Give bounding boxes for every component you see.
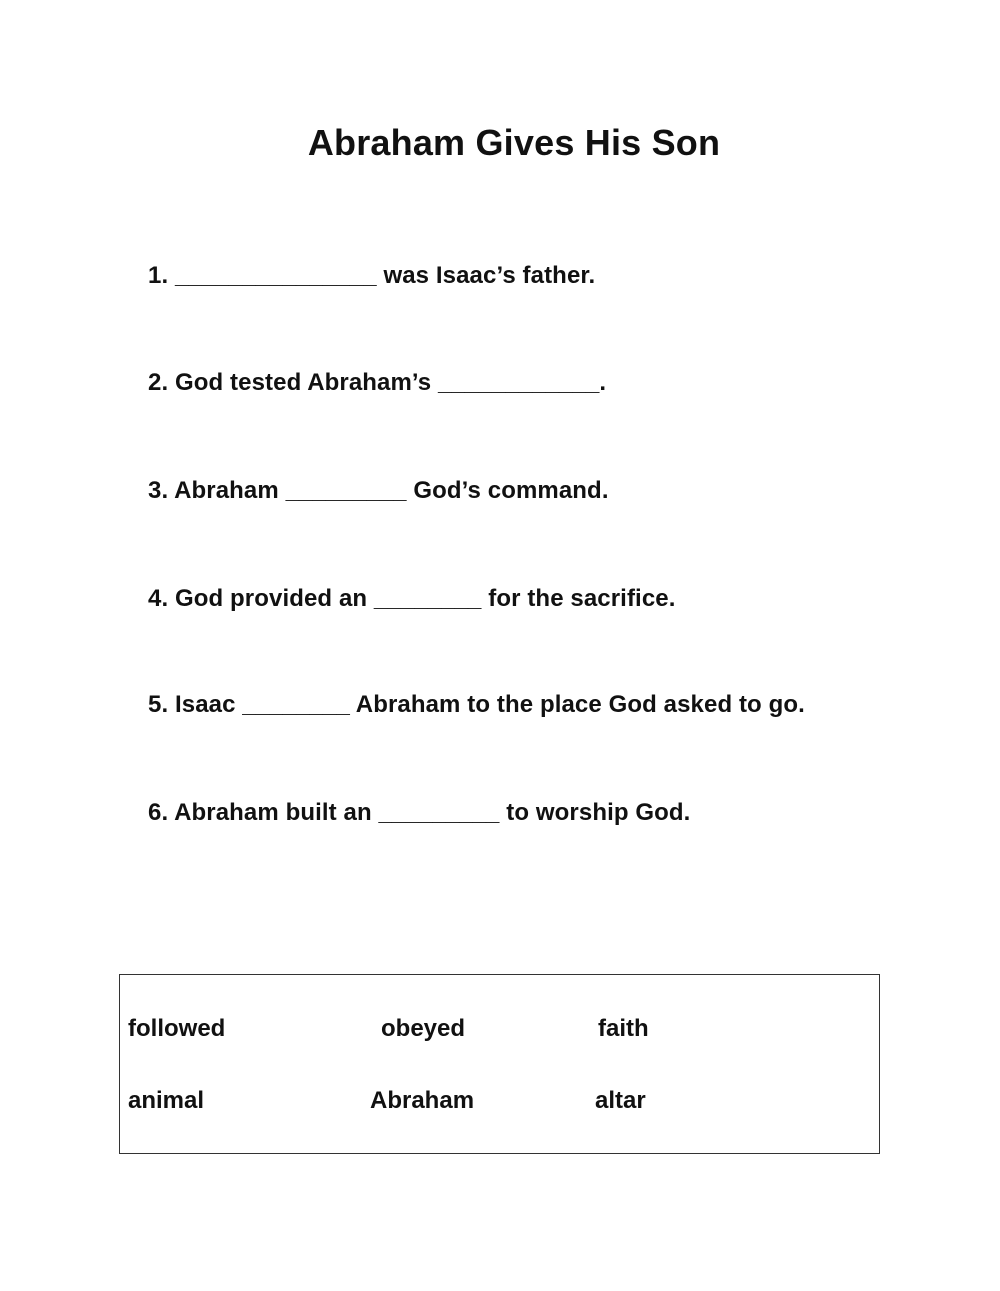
question-1: 1. _______________ was Isaac’s father. — [148, 262, 596, 289]
word-bank-item: obeyed — [381, 1015, 466, 1042]
question-5: 5. Isaac ________ Abraham to the place God asked to go. — [148, 691, 805, 718]
question-2: 2. God tested Abraham’s ____________. — [148, 369, 607, 396]
word-bank-item: faith — [598, 1015, 649, 1042]
question-4: 4. God provided an ________ for the sacrifice. — [148, 585, 676, 612]
word-bank — [119, 974, 880, 1154]
word-bank-item: animal — [128, 1087, 205, 1114]
question-6: 6. Abraham built an _________ to worship God. — [148, 799, 691, 826]
word-bank-item: altar — [595, 1087, 646, 1114]
word-bank-item: Abraham — [370, 1087, 475, 1114]
question-3: 3. Abraham _________ God’s command. — [148, 477, 609, 504]
page-title: Abraham Gives His Son — [307, 122, 721, 163]
word-bank-item: followed — [128, 1015, 226, 1042]
